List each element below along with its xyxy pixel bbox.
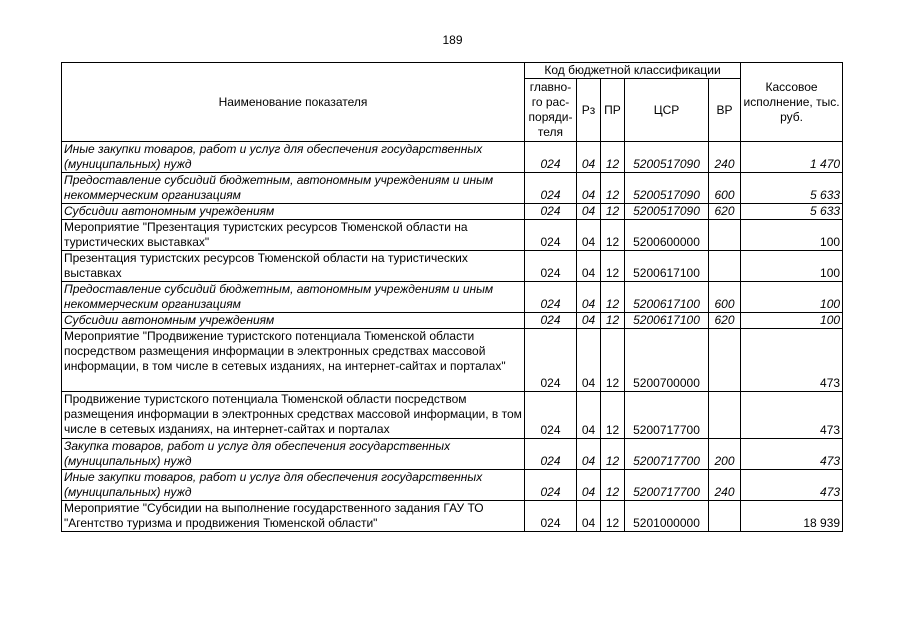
- cell-csr: 5200517090: [625, 142, 709, 173]
- cell-glavn: 024: [525, 220, 577, 251]
- cell-name: Мероприятие "Продвижение туристского потенциала Тюменской области посредством размещения информации в электронных средствах массовой информации, в том числе в сетевых изданиях, на интернет-сайтах и порталах": [62, 329, 525, 392]
- cell-rz: 04: [577, 220, 601, 251]
- cell-rz: 04: [577, 329, 601, 392]
- cell-pr: 12: [601, 142, 625, 173]
- table-row: [62, 392, 843, 439]
- cell-vr: 200: [709, 439, 741, 470]
- table-row: [62, 439, 843, 470]
- cell-glavn: 024: [525, 204, 577, 220]
- cell-rz: 04: [577, 501, 601, 532]
- cell-name: Мероприятие "Презентация туристских ресурсов Тюменской области на туристических выставках": [62, 220, 525, 251]
- cell-pr: 12: [601, 313, 625, 329]
- table-row: [62, 282, 843, 313]
- cell-name: Иные закупки товаров, работ и услуг для обеспечения государственных (муниципальных) нужд: [62, 470, 525, 501]
- cell-pr: 12: [601, 282, 625, 313]
- cell-pr: 12: [601, 501, 625, 532]
- cell-pr: 12: [601, 470, 625, 501]
- cell-rz: 04: [577, 204, 601, 220]
- cell-pr: 12: [601, 173, 625, 204]
- cell-amount: 473: [741, 392, 843, 439]
- cell-glavn: 024: [525, 282, 577, 313]
- cell-pr: 12: [601, 251, 625, 282]
- cell-glavn: 024: [525, 392, 577, 439]
- header-glavn: главно-го рас-поряди-теля: [525, 79, 577, 142]
- cell-csr: 5200517090: [625, 173, 709, 204]
- cell-rz: 04: [577, 142, 601, 173]
- cell-csr: 5200600000: [625, 220, 709, 251]
- cell-csr: 5200517090: [625, 204, 709, 220]
- cell-pr: 12: [601, 439, 625, 470]
- cell-name: Продвижение туристского потенциала Тюменской области посредством размещения информации в электронных средствах массовой информации, в том числе в сетевых изданиях, на интернет-сайтах и порталах: [62, 392, 525, 439]
- cell-rz: 04: [577, 392, 601, 439]
- cell-glavn: 024: [525, 329, 577, 392]
- cell-glavn: 024: [525, 142, 577, 173]
- cell-amount: 5 633: [741, 204, 843, 220]
- cell-csr: 5200617100: [625, 251, 709, 282]
- header-vr: ВР: [709, 79, 741, 142]
- cell-glavn: 024: [525, 439, 577, 470]
- cell-amount: 473: [741, 470, 843, 501]
- cell-glavn: 024: [525, 313, 577, 329]
- page-number: 189: [442, 33, 463, 47]
- cell-amount: 100: [741, 251, 843, 282]
- cell-vr: [709, 329, 741, 392]
- table-row: [62, 204, 843, 220]
- cell-vr: [709, 220, 741, 251]
- cell-pr: 12: [601, 392, 625, 439]
- table-body: [62, 142, 843, 532]
- table-row: [62, 251, 843, 282]
- cell-amount: 18 939: [741, 501, 843, 532]
- cell-name: Презентация туристских ресурсов Тюменской области на туристических выставках: [62, 251, 525, 282]
- cell-vr: [709, 251, 741, 282]
- table-row: [62, 173, 843, 204]
- header-pr: ПР: [601, 79, 625, 142]
- table-header: [62, 63, 843, 142]
- cell-name: Субсидии автономным учреждениям: [62, 204, 525, 220]
- cell-glavn: 024: [525, 501, 577, 532]
- cell-name: Субсидии автономным учреждениям: [62, 313, 525, 329]
- cell-vr: [709, 501, 741, 532]
- header-amount: Кассовое исполнение, тыс. руб.: [741, 63, 843, 142]
- cell-name: Предоставление субсидий бюджетным, автономным учреждениям и иным некоммерческим организациям: [62, 173, 525, 204]
- cell-pr: 12: [601, 204, 625, 220]
- cell-amount: 1 470: [741, 142, 843, 173]
- cell-vr: 620: [709, 313, 741, 329]
- cell-amount: 100: [741, 220, 843, 251]
- cell-vr: 620: [709, 204, 741, 220]
- table-row: [62, 220, 843, 251]
- cell-name: Предоставление субсидий бюджетным, автономным учреждениям и иным некоммерческим организациям: [62, 282, 525, 313]
- table-row: [62, 501, 843, 532]
- cell-rz: 04: [577, 251, 601, 282]
- cell-name: Иные закупки товаров, работ и услуг для обеспечения государственных (муниципальных) нужд: [62, 142, 525, 173]
- cell-amount: 473: [741, 329, 843, 392]
- header-rz: Рз: [577, 79, 601, 142]
- cell-csr: 5201000000: [625, 501, 709, 532]
- cell-rz: 04: [577, 470, 601, 501]
- cell-name: Закупка товаров, работ и услуг для обеспечения государственных (муниципальных) нужд: [62, 439, 525, 470]
- cell-amount: 100: [741, 313, 843, 329]
- table-row: [62, 142, 843, 173]
- cell-rz: 04: [577, 173, 601, 204]
- cell-csr: 5200700000: [625, 329, 709, 392]
- cell-rz: 04: [577, 282, 601, 313]
- cell-rz: 04: [577, 439, 601, 470]
- cell-pr: 12: [601, 329, 625, 392]
- cell-csr: 5200717700: [625, 470, 709, 501]
- budget-table: [61, 62, 843, 532]
- cell-vr: 600: [709, 173, 741, 204]
- cell-vr: 240: [709, 470, 741, 501]
- cell-csr: 5200717700: [625, 392, 709, 439]
- cell-vr: 240: [709, 142, 741, 173]
- table-row: [62, 329, 843, 392]
- cell-pr: 12: [601, 220, 625, 251]
- header-csr: ЦСР: [625, 79, 709, 142]
- cell-glavn: 024: [525, 470, 577, 501]
- cell-amount: 100: [741, 282, 843, 313]
- cell-amount: 473: [741, 439, 843, 470]
- cell-csr: 5200717700: [625, 439, 709, 470]
- cell-csr: 5200617100: [625, 282, 709, 313]
- cell-csr: 5200617100: [625, 313, 709, 329]
- header-name: Наименование показателя: [62, 63, 525, 142]
- cell-vr: [709, 392, 741, 439]
- table-row: [62, 470, 843, 501]
- cell-glavn: 024: [525, 251, 577, 282]
- cell-name: Мероприятие "Субсидии на выполнение государственного задания ГАУ ТО "Агентство туризма и продвижения Тюменской области": [62, 501, 525, 532]
- cell-glavn: 024: [525, 173, 577, 204]
- cell-rz: 04: [577, 313, 601, 329]
- table-row: [62, 313, 843, 329]
- header-code-group: Код бюджетной классификации: [525, 63, 741, 79]
- cell-vr: 600: [709, 282, 741, 313]
- cell-amount: 5 633: [741, 173, 843, 204]
